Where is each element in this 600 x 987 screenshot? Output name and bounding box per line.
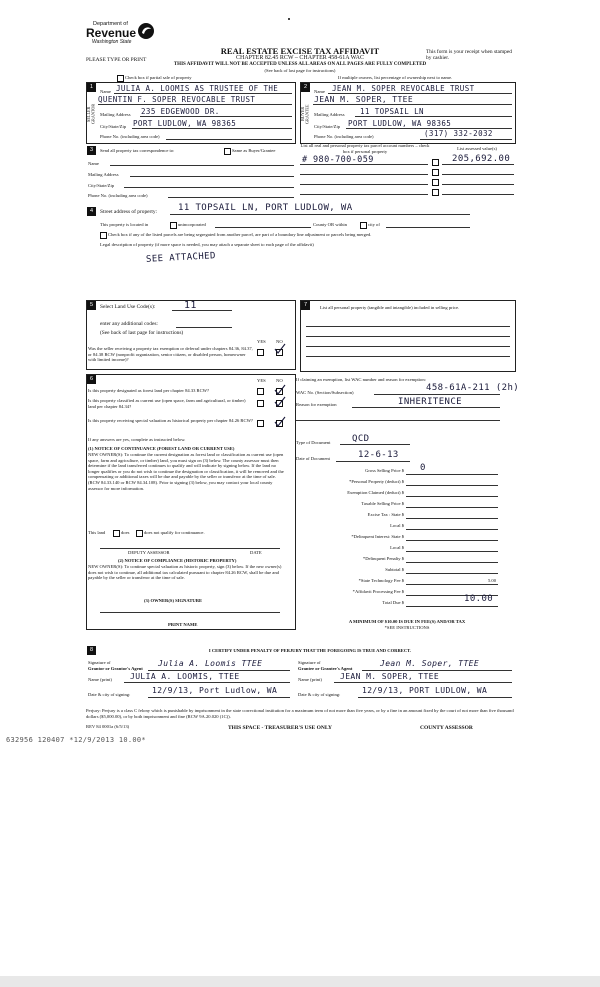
does-not-qualify-checkbox[interactable] bbox=[136, 530, 143, 537]
buyer-mailing-label: Mailing Address bbox=[314, 112, 345, 117]
corr-phone-label: Phone No. (including area code) bbox=[88, 193, 148, 198]
logo-state-text: Washington State bbox=[92, 39, 132, 45]
does-qualify-checkbox[interactable] bbox=[113, 530, 120, 537]
multiple-owners-note: If multiple owners, list percentage of ownership next to name. bbox=[338, 75, 453, 80]
personal-property-label: List all personal property (tangible and intangible) included in selling price. bbox=[320, 305, 460, 310]
grantee-name-value[interactable]: JEAN M. SOPER, TTEE bbox=[340, 672, 440, 681]
assessed-value[interactable]: 205,692.00 bbox=[452, 154, 511, 164]
section-1-number: 1 bbox=[87, 83, 96, 92]
see-back-notice: (See back of last page for instructions) bbox=[264, 68, 336, 73]
minimum-due-note: A MINIMUM OF $10.00 IS DUE IN FEE(S) AND/OR TAX bbox=[348, 619, 466, 624]
tax-row-label: *Delinquent Interest: State $ bbox=[351, 534, 404, 539]
grantee-date-label: Date & city of signing: bbox=[298, 692, 341, 697]
seller-city-label: City/State/Zip bbox=[100, 124, 127, 129]
partial-sale-checkbox[interactable] bbox=[117, 75, 124, 82]
doc-type-label: Type of Document bbox=[296, 440, 331, 445]
tax-row-label: Exemption Claimed (deduct) $ bbox=[347, 490, 404, 495]
tax-row-label: Local $ bbox=[390, 545, 404, 550]
tax-row-label: Local $ bbox=[390, 523, 404, 528]
tax-row-label: *State Technology Fee $ bbox=[358, 578, 404, 583]
treasurer-use-label: THIS SPACE - TREASURER'S USE ONLY bbox=[228, 725, 332, 731]
forest-no-checkmark-icon bbox=[274, 384, 286, 396]
section-3-number: 3 bbox=[87, 146, 96, 155]
s5-yes-header: YES bbox=[257, 339, 266, 344]
section-6-number: 6 bbox=[87, 375, 96, 384]
current-use-yes-checkbox[interactable] bbox=[257, 400, 264, 407]
page-bottom-edge bbox=[0, 976, 600, 987]
historic-no-checkmark-icon bbox=[274, 416, 286, 428]
please-type: PLEASE TYPE OR PRINT bbox=[86, 57, 147, 63]
parcel-1-personal-checkbox[interactable] bbox=[432, 159, 439, 166]
exemption-question: Was the seller receiving a property tax exemption or deferral under chapters 84.36, 84.37, or 84.38 RCW (nonprofit organization, senior citizen, or disabled person, homeowner with limited income)? bbox=[88, 346, 253, 363]
seller-mailing-label: Mailing Address bbox=[100, 112, 131, 117]
same-as-buyer-label: Same as Buyer/Grantee bbox=[232, 148, 276, 153]
grantee-sig-label: Signature of bbox=[298, 660, 321, 665]
doc-type-value[interactable]: QCD bbox=[352, 434, 370, 444]
certify-statement: I CERTIFY UNDER PENALTY OF PERJURY THAT THE FOREGOING IS TRUE AND CORRECT. bbox=[208, 648, 412, 653]
tax-row-label: *Personal Property (deduct) $ bbox=[349, 479, 404, 484]
historic-question: Is this property receiving special valuation as historical property per chapter 84.26 RCW? bbox=[88, 418, 253, 423]
tax-row-label: Taxable Selling Price $ bbox=[361, 501, 404, 506]
exemption-yes-checkbox[interactable] bbox=[257, 349, 264, 356]
grantee-agent-label: Grantee or Grantee's Agent bbox=[298, 666, 353, 671]
corr-name-label: Name bbox=[88, 161, 99, 166]
reason-label: Reason for exemption bbox=[296, 402, 337, 407]
legal-description-value[interactable]: SEE ATTACHED bbox=[145, 251, 217, 265]
buyer-name-line2[interactable]: JEAN M. SOPER, TTEE bbox=[314, 95, 414, 104]
logo-name-text: Revenue bbox=[86, 26, 137, 40]
grantor-sig-label: Signature of bbox=[88, 660, 111, 665]
tax-row-value: 5.00 bbox=[487, 578, 496, 583]
unincorporated-checkbox[interactable] bbox=[170, 222, 177, 229]
buyer-name-line1[interactable]: JEAN M. SOPER REVOCABLE TRUST bbox=[332, 84, 475, 93]
grantor-signature[interactable]: Julia A. Loomis TTEE bbox=[158, 659, 263, 668]
tax-row-label: *Affidavit Processing Fee $ bbox=[352, 589, 404, 594]
send-correspondence-label: Send all property tax correspondence to: bbox=[100, 148, 175, 153]
cashier-stamp: 632956 120407 *12/9/2013 10.00* bbox=[6, 736, 146, 744]
tax-row-value[interactable]: 0 bbox=[420, 463, 426, 473]
logo-dept-text: Department of bbox=[93, 21, 128, 27]
segregated-label: Check box if any of the listed parcels are being segregated from another parcel, are part of a boundary line adjustment or parcels being merged. bbox=[108, 232, 372, 237]
wac-label: WAC No. (Section/Subsection) bbox=[296, 390, 354, 395]
street-address-value[interactable]: 11 TOPSAIL LN, PORT LUDLOW, WA bbox=[178, 203, 353, 213]
grantor-agent-label: Grantor or Grantor's Agent bbox=[88, 666, 143, 671]
street-address-label: Street address of property: bbox=[100, 209, 158, 215]
parcel-number[interactable]: # 980-700-059 bbox=[302, 155, 374, 165]
seller-city-value[interactable]: PORT LUDLOW, WA 98365 bbox=[133, 119, 237, 128]
this-land-label: This land bbox=[88, 530, 106, 535]
land-use-value[interactable]: 11 bbox=[184, 300, 197, 311]
section-5-number: 5 bbox=[87, 301, 96, 310]
forest-yes-checkbox[interactable] bbox=[257, 388, 264, 395]
land-use-see-back: (See back of last page for instructions) bbox=[100, 330, 184, 336]
tax-row-label: Gross Selling Price $ bbox=[365, 468, 404, 473]
assessed-header: List assessed value(s) bbox=[457, 146, 497, 151]
segregated-checkbox[interactable] bbox=[100, 232, 107, 239]
seller-name-line2[interactable]: QUENTIN F. SOPER REVOCABLE TRUST bbox=[98, 95, 256, 104]
land-use-label: Select Land Use Code(s): bbox=[100, 304, 156, 310]
perjury-statement: Perjury: Perjury is a class C felony which is punishable by imprisonment in the state correctional institution for a maximum term of not more than five years, or by a fine in an amount fixed by the court of not more than five thousand dollars ($5,000.00), or by both imprisonment and fine (RCW 9A.20.020 (1C)). bbox=[86, 708, 514, 719]
form-title: REAL ESTATE EXCISE TAX AFFIDAVIT bbox=[220, 46, 380, 56]
grantee-name-label: Name (print) bbox=[298, 677, 322, 682]
section-2-number: 2 bbox=[301, 83, 310, 92]
form-chapter: CHAPTER 82.45 RCW – CHAPTER 458-61A WAC bbox=[236, 55, 364, 61]
grantee-signature[interactable]: Jean M. Soper, TTEE bbox=[380, 659, 480, 668]
county-label: County OR within bbox=[313, 222, 347, 227]
parcel-2-personal-checkbox[interactable] bbox=[432, 169, 439, 176]
grantor-date-label: Date & city of signing: bbox=[88, 692, 131, 697]
tax-row-label: Excise Tax : State $ bbox=[367, 512, 404, 517]
tax-row-label: Subtotal $ bbox=[385, 567, 404, 572]
grantor-name-value[interactable]: JULIA A. LOOMIS, TTEE bbox=[130, 672, 240, 681]
located-label: This property is located in bbox=[100, 222, 149, 227]
if-yes-instruction: If any answers are yes, complete as instructed below. bbox=[88, 437, 186, 442]
grantor-name-label: Name (print) bbox=[88, 677, 112, 682]
doc-date-value[interactable]: 12-6-13 bbox=[358, 450, 399, 460]
buyer-city-value[interactable]: PORT LUDLOW, WA 98365 bbox=[348, 119, 452, 128]
owners-signature-label: (3) OWNER(S) SIGNATURE bbox=[144, 598, 203, 603]
corr-mailing-label: Mailing Address bbox=[88, 172, 119, 177]
notice-continuance-title: (1) NOTICE OF CONTINUANCE (FOREST LAND OR CURRENT USE) bbox=[88, 446, 235, 451]
buyer-phone-label: Phone No. (including area code) bbox=[314, 134, 374, 139]
parcel-header: List all real and personal property tax parcel account numbers – check box if personal property bbox=[300, 143, 430, 154]
section-6-box bbox=[86, 374, 296, 630]
county-assessor-label: COUNTY ASSESSOR bbox=[420, 725, 473, 731]
buyer-city-label: City/State/Zip bbox=[314, 124, 341, 129]
seller-name-label: Name bbox=[100, 89, 111, 94]
print-name-label: PRINT NAME bbox=[168, 622, 198, 627]
notice-compliance-title: (2) NOTICE OF COMPLIANCE (HISTORIC PROPERTY) bbox=[118, 558, 237, 563]
seller-side-label: SELLER GRANTOR bbox=[86, 103, 96, 125]
parcel-3-personal-checkbox[interactable] bbox=[432, 179, 439, 186]
city-of-checkbox[interactable] bbox=[360, 222, 367, 229]
reason-value[interactable]: INHERITENCE bbox=[398, 397, 463, 407]
forest-question: Is this property designated as forest land per chapter 84.33 RCW? bbox=[88, 388, 210, 393]
dor-logo bbox=[86, 21, 161, 49]
exemption-no-checkmark-icon bbox=[274, 343, 286, 355]
form-revision: REV 84 0001a (6/5/13) bbox=[86, 724, 130, 729]
partial-sale-label: Check box if partial sale of property bbox=[125, 75, 192, 80]
corr-city-label: City/State/Zip bbox=[88, 183, 115, 188]
deputy-assessor-label: DEPUTY ASSESSOR bbox=[128, 550, 170, 555]
s6-no-header: NO bbox=[276, 378, 283, 383]
tax-row-value[interactable]: 10.00 bbox=[464, 594, 494, 604]
tax-table bbox=[296, 464, 514, 614]
section-4-number: 4 bbox=[87, 207, 96, 216]
legal-description-label: Legal description of property (if more space is needed, you may attach a separate sheet to each page of the affidavit) bbox=[100, 242, 314, 247]
buyer-name-label: Name bbox=[314, 89, 325, 94]
not-accepted-notice: THIS AFFIDAVIT WILL NOT BE ACCEPTED UNLESS ALL AREAS ON ALL PAGES ARE FULLY COMPLETED bbox=[173, 62, 427, 67]
seller-mailing-value[interactable]: 235 EDGEWOOD DR. bbox=[141, 107, 220, 116]
scan-mark bbox=[288, 18, 290, 20]
buyer-phone-value[interactable]: (317) 332-2032 bbox=[424, 129, 493, 138]
tax-row-label: *Delinquent Penalty $ bbox=[362, 556, 404, 561]
buyer-mailing-value[interactable]: 11 TOPSAIL LN bbox=[360, 107, 424, 116]
notice-compliance-body: NEW OWNER(S): To continue special valuation as historic property, sign (3) below. If the new owner(s) does not wish to continue, all additional tax calculated pursuant to chapter 84.26 RCW, shall be due and payable by the seller or transferor at the time of sale. bbox=[88, 564, 282, 581]
does-not-label: does not qualify for continuance. bbox=[144, 530, 205, 535]
grantee-date-value[interactable]: 12/9/13, PORT LUDLOW, WA bbox=[362, 686, 488, 695]
section-8-number: 8 bbox=[87, 646, 96, 655]
additional-codes-label: enter any additional codes: bbox=[100, 321, 158, 327]
historic-yes-checkbox[interactable] bbox=[257, 420, 264, 427]
s6-yes-header: YES bbox=[257, 378, 266, 383]
deputy-date-label: DATE bbox=[250, 550, 262, 555]
s5-no-header: NO bbox=[276, 339, 283, 344]
notice-continuance-body: NEW OWNER(S): To continue the current designation as forest land or classification as current use (open space, farm and agriculture, or timber) land, you must sign on (3) below. The county assessor must then determine if the land transferred continues to qualify and will indicate by signing below. If the land no longer qualifies or you do not wish to continue the designation or classification, it will be removed and the compensating or additional taxes will be due and payable by the seller or transferor at the time of sale. (RCW 84.33.140 or RCW 84.34.108). Prior to signing (3) below, you may contact your local county assessor for more information. bbox=[88, 452, 284, 491]
current-use-question: Is this property classified as current use (open space, farm and agricultural, or timber) land per chapter 84.34? bbox=[88, 398, 246, 409]
parcel-4-personal-checkbox[interactable] bbox=[432, 189, 439, 196]
city-of-label: city of bbox=[368, 222, 380, 227]
exemption-claim-label: If claiming an exemption, list WAC number and reason for exemption: bbox=[296, 377, 426, 382]
doc-date-label: Date of Document bbox=[296, 456, 330, 461]
does-label: does bbox=[121, 530, 130, 535]
receipt-note: This form is your receipt when stamped by cashier. bbox=[426, 49, 512, 62]
seller-phone-label: Phone No. (including area code) bbox=[100, 134, 160, 139]
buyer-side-label: BUYER GRANTEE bbox=[300, 104, 310, 124]
grantor-date-value[interactable]: 12/9/13, Port Ludlow, WA bbox=[152, 686, 278, 695]
section-7-number: 7 bbox=[301, 301, 310, 310]
seller-name-line1[interactable]: JULIA A. LOOMIS AS TRUSTEE OF THE bbox=[116, 84, 279, 93]
current-use-no-checkmark-icon bbox=[274, 396, 286, 408]
tax-row-label: Total Due $ bbox=[382, 600, 404, 605]
unincorporated-label: unincorporated bbox=[178, 222, 206, 227]
see-instructions-note: *SEE INSTRUCTIONS bbox=[384, 625, 430, 630]
wac-value[interactable]: 458-61A-211 (2h) bbox=[426, 383, 520, 393]
same-as-buyer-checkbox[interactable] bbox=[224, 148, 231, 155]
logo-swirl-icon bbox=[136, 21, 156, 41]
